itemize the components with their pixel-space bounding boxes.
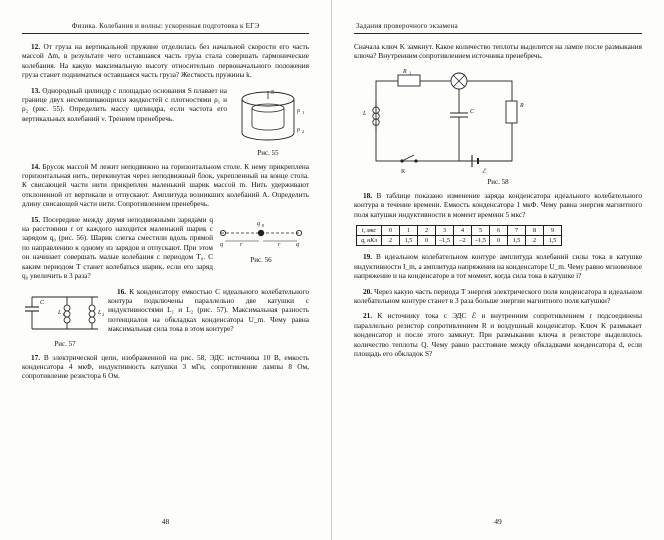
cell-1-8: 2	[526, 236, 544, 246]
problem-14-number: 14.	[31, 161, 41, 171]
cell-0-7: 7	[508, 226, 526, 236]
figure-56	[213, 215, 309, 265]
problem-13-text: Однородный цилиндр с площадью основания S плавает на границе двух несмешивающихся жидкостей с плотностями ρ₁ и ρ₂ (рис. 55). Определить массу цилиндра, если частота его вертикальных колебаний ν. Трением пренебречь.	[22, 85, 227, 123]
left-running-head: Физика. Колебания и волны: ускоренная подготовка к ЕГЭ	[71, 22, 260, 30]
figure-56-caption: Рис. 56	[250, 255, 272, 264]
problem-12-number: 12.	[31, 42, 41, 51]
cell-0-6: 6	[490, 226, 508, 236]
problem-18	[354, 191, 642, 219]
cell-1-9: 1,5	[544, 236, 562, 246]
svg-text:ρ: ρ	[297, 107, 300, 114]
svg-text:q: q	[220, 241, 223, 248]
figure-55-caption: Рис. 55	[257, 148, 279, 157]
right-column	[354, 42, 642, 358]
problem-20	[354, 287, 642, 306]
svg-text:q: q	[296, 241, 299, 248]
svg-text:K: K	[401, 168, 406, 175]
cell-1-3: –1,5	[436, 236, 454, 246]
cell-0-5: 5	[472, 226, 490, 236]
cell-0-0: 0	[382, 226, 400, 236]
left-column	[22, 42, 309, 381]
svg-text:C: C	[40, 299, 45, 306]
svg-text:1: 1	[409, 70, 412, 76]
svg-text:L: L	[58, 309, 62, 316]
svg-text:ℰ: ℰ	[482, 168, 486, 175]
figure-57	[22, 287, 108, 349]
svg-text:1: 1	[302, 109, 305, 115]
problem-17-continued-text: Сначала ключ K замкнут. Какое количество теплоты выделится на лампе после размыкания ключа? Внутренним сопротивлением источника пренебречь.	[354, 42, 642, 61]
problem-14	[22, 162, 309, 209]
problem-19-number: 19.	[363, 252, 373, 262]
problem-12	[22, 42, 309, 80]
table-row-0-header: t, мкс	[357, 226, 382, 236]
figure-58-caption: Рис. 58	[487, 177, 509, 186]
svg-text:R: R	[403, 68, 407, 75]
problem-14-text: Брусок массой M лежит неподвижно на горизонтальном столе. К нему прикреплена горизонтальная нить, перекинутая через неподвижный блок, укрепленный на конце стола. К свисающей части нити прикреплен маленький шарик массой m. Нить удерживают отклоненной от вертикали и отпускают. Амплитуда возникших колебаний A. Определить длину свисающей части нити. Сопротивлением пренебречь.	[22, 161, 309, 209]
cell-1-5: –1,5	[472, 236, 490, 246]
left-folio: 48	[161, 517, 170, 526]
cell-0-8: 8	[526, 226, 544, 236]
svg-text:2: 2	[302, 128, 305, 134]
problem-21-text: К источнику тока с ЭДС ℰ и внутренним сопротивлением r подсоединены параллельно резистор сопротивлением R и воздушный конденсатор. Ключ K размыкает конденсатор и после этого замкнут. При размыкании ключа в резисторе выделилось количество теплоты Q. Чему равно расстояние между обкладками конденсатора d, если площадь его обкладок S?	[354, 311, 642, 358]
problem-13-number: 13.	[31, 85, 41, 95]
problem-19	[354, 252, 642, 280]
svg-text:r: r	[278, 241, 281, 248]
problem-21-number: 21.	[363, 311, 373, 321]
svg-text:0: 0	[262, 222, 265, 228]
problem-12-text: От груза на вертикальной пружине отделилась без начальной скорости его часть массой Δm, в результате чего оставшаяся часть груза стала совершать гармонические колебания. На какую максимальную высоту относительно первоначального положения груза станет подниматься оставшаяся часть груза? Жесткость пружины k.	[22, 42, 309, 80]
svg-text:L: L	[98, 309, 102, 316]
table-row	[357, 236, 562, 246]
cell-0-3: 3	[436, 226, 454, 236]
svg-text:r: r	[240, 241, 243, 248]
cell-1-0: 2	[382, 236, 400, 246]
problem-16-text: К конденсатору емкостью C идеального колебательного контура подключены параллельно две катушки с индуктивностями L₁ и L₂ (рис. 57). Максимальная разность потенциалов на обкладках конденсатора U_m. Чему равна максимальная сила тока в этом контуре?	[108, 286, 309, 334]
cell-1-2: 0	[418, 236, 436, 246]
problem-21	[354, 311, 642, 358]
right-folio: 49	[494, 517, 502, 526]
problem-17-continued	[354, 42, 642, 61]
svg-text:R: R	[520, 102, 524, 109]
problem-18-number: 18.	[363, 190, 373, 200]
cell-1-7: 1,5	[508, 236, 526, 246]
svg-text:L: L	[363, 110, 367, 117]
svg-text:2: 2	[102, 311, 105, 317]
problem-20-text: Через какую часть периода T энергия электрического поля конденсатора в идеальном колебательном контуре станет в 3 раза больше энергии магнитного поля катушки?	[354, 286, 643, 305]
problem-19-text: В идеальном колебательном контуре амплитуда колебаний силы тока в катушке индуктивности I_m, а амплитуда напряжения на конденсаторе U_m. Чему равно мгновенное напряжение и на конденсаторе в тот момент, когда сила тока в катушке i?	[354, 252, 643, 281]
cell-1-1: 1,5	[400, 236, 418, 246]
cell-1-6: 0	[490, 236, 508, 246]
cell-0-4: 4	[454, 226, 472, 236]
right-head-rule	[354, 33, 642, 34]
cell-0-1: 1	[400, 226, 418, 236]
problem-15-number: 15.	[31, 214, 41, 224]
problem-15-text: Посередине между двумя неподвижными зарядами q на расстоянии r от каждого находится маленький шарик с зарядом q₀ (рис. 56). Шарик слегка сместили вдоль прямой по направлению к одному из зарядов и отпускают. При этом он начинает совершать малые колебания с периодом T₀. С каким периодом T станет колебаться шарик, если его заряд q₀ увеличить в 3 раза?	[22, 214, 214, 281]
right-running-head: Задания проверочного экзамена	[356, 22, 458, 30]
problem-18-text: В таблице показано изменение заряда конденсатора идеального колебательного контура в течение времени. Емкость конденсатора 1 мкФ. Чему равна энергия магнитного поля катушки индуктивности в момент времени 5 мкс?	[354, 190, 642, 219]
svg-text:S: S	[271, 89, 274, 96]
problem-17-number: 17.	[31, 352, 41, 362]
table-row-1-header: q, нКл	[357, 236, 382, 246]
figure-57-caption: Рис. 57	[54, 339, 76, 348]
left-head-rule	[22, 33, 309, 34]
problem-17-text: В электрической цепи, изображенной на рис. 58, ЭДС источника 10 В, емкость конденсатора 4 мкФ, индуктивность катушки 3 мГн, сопротивление лампы 8 Ом, сопротивление резистора 6 Ом.	[22, 352, 310, 381]
svg-text:C: C	[470, 108, 475, 115]
cell-0-2: 2	[418, 226, 436, 236]
svg-text:ρ: ρ	[297, 126, 300, 133]
right-page	[332, 0, 664, 540]
figure-58	[354, 67, 642, 187]
svg-text:q: q	[257, 220, 260, 227]
charge-table	[356, 225, 562, 246]
table-row	[357, 226, 562, 236]
svg-text:1: 1	[62, 311, 65, 317]
problem-16-number: 16.	[117, 286, 127, 296]
problem-17	[22, 353, 309, 381]
problem-20-number: 20.	[363, 286, 373, 296]
cell-0-9: 9	[544, 226, 562, 236]
figure-55	[227, 86, 309, 158]
cell-1-4: –2	[454, 236, 472, 246]
